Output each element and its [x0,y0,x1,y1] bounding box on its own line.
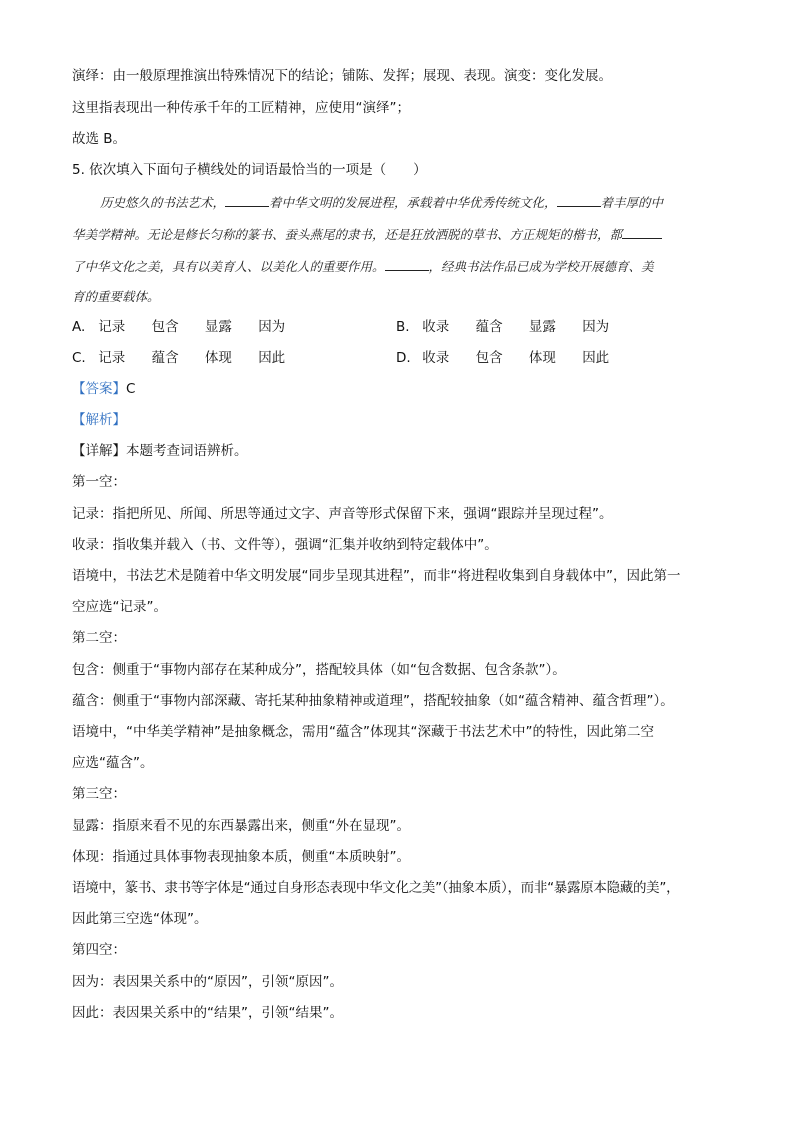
passage-line [100,192,750,213]
text-line: 这里指表现出一种传承千年的工匠精神，应使用“演绎”； [72,100,410,116]
option-word: 蕴含 [151,350,179,366]
option-word: 因为 [258,319,286,335]
body-line: 第四空： [72,942,126,958]
blank-1 [225,192,269,207]
passage-text: ，经典书法作品已成为学校开展德育、美 [428,259,654,274]
blank-4 [385,256,429,271]
option-word: 因此 [258,350,286,366]
passage-text: 育的重要载体。 [72,289,160,304]
body-line: 第一空： [72,474,126,490]
passage-text: 历史悠久的书法艺术， [100,195,226,210]
option-label: C. [72,350,86,366]
detail-tag: 【详解】 [72,443,126,459]
body-line: 记录：指把所见、所闻、所思等通过文字、声音等形式保留下来，强调“跟踪并呈现过程”。 [72,506,613,522]
option-word: 包含 [475,350,503,366]
option-label: B. [396,319,410,335]
passage-text: 了中华文化之美，具有以美育人、以美化人的重要作用。 [72,259,385,274]
passage-text: 华美学精神。无论是修长匀称的篆书、蚕头燕尾的隶书，还是狂放洒脱的草书、方正规矩的楷书，都 [72,227,623,242]
body-line: 语境中，“中华美学精神”是抽象概念，需用“蕴含”体现其“深藏于书法艺术中”的特性，因此第二空 [72,724,654,740]
option-word: 体现 [204,350,232,366]
passage-line [72,224,722,245]
answer-value: C [126,381,136,397]
answer-tag: 【答案】 [72,381,126,397]
body-line: 收录：指收集并载入（书、文件等），强调“汇集并收纳到特定载体中”。 [72,537,498,553]
body-line: 语境中，篆书、隶书等字体是“通过自身形态表现中华文化之美”（抽象本质），而非“暴露原本隐藏的美”， [72,880,680,896]
option-word: 记录 [98,350,126,366]
body-line: 因此第三空选“体现”。 [72,911,208,927]
analysis-line [72,410,126,430]
option-word: 收录 [422,350,450,366]
body-line: 第三空： [72,786,126,802]
option-word: 因为 [582,319,610,335]
option-label: D. [396,350,411,366]
blank-2 [557,192,601,207]
body-line: 第二空： [72,630,126,646]
body-line: 体现：指通过具体事物表现抽象本质，侧重“本质映射”。 [72,849,410,865]
text-line: 故选 B。 [72,131,127,147]
body-line: 空应选“记录”。 [72,599,167,615]
option-word: 蕴含 [475,319,503,335]
option-word: 体现 [528,350,556,366]
body-line: 因此：表因果关系中的“结果”，引领“结果”。 [72,1005,343,1021]
passage-line [72,256,722,277]
answer-line [72,379,135,399]
passage-text: 着丰厚的中 [600,195,664,210]
option-b [396,317,631,337]
option-word: 因此 [582,350,610,366]
option-word: 显露 [528,319,556,335]
blank-3 [622,224,662,239]
analysis-tag: 【解析】 [72,412,126,428]
passage-text: 着中华文明的发展进程，承载着中华优秀传统文化， [269,195,557,210]
detail-text: 本题考查词语辨析。 [126,443,248,459]
body-line: 包含：侧重于“事物内部存在某种成分”，搭配较具体（如“包含数据、包含条款”）。 [72,662,566,678]
body-line: 应选“蕴含”。 [72,755,154,771]
option-word: 记录 [98,319,126,335]
option-c [72,348,307,368]
text-line: 演绎：由一般原理推演出特殊情况下的结论；铺陈、发挥；展现、表现。演变：变化发展。 [72,68,612,84]
body-line: 显露：指原来看不见的东西暴露出来，侧重“外在显现”。 [72,818,410,834]
option-a [72,317,307,337]
body-line: 蕴含：侧重于“事物内部深藏、寄托某种抽象精神或道理”，搭配较抽象（如“蕴含精神、蕴含哲理”）。 [72,693,674,709]
question-stem: 5. 依次填入下面句子横线处的词语最恰当的一项是（ ） [72,162,427,178]
option-label: A. [72,319,86,335]
option-d [396,348,631,368]
passage-line [72,287,722,307]
option-word: 收录 [422,319,450,335]
body-line: 语境中，书法艺术是随着中华文明发展“同步呈现其进程”，而非“将进程收集到自身载体中”，因此第一 [72,568,681,584]
option-word: 包含 [151,319,179,335]
detail-line [72,441,248,461]
body-line: 因为：表因果关系中的“原因”，引领“原因”。 [72,974,343,990]
option-word: 显露 [204,319,232,335]
